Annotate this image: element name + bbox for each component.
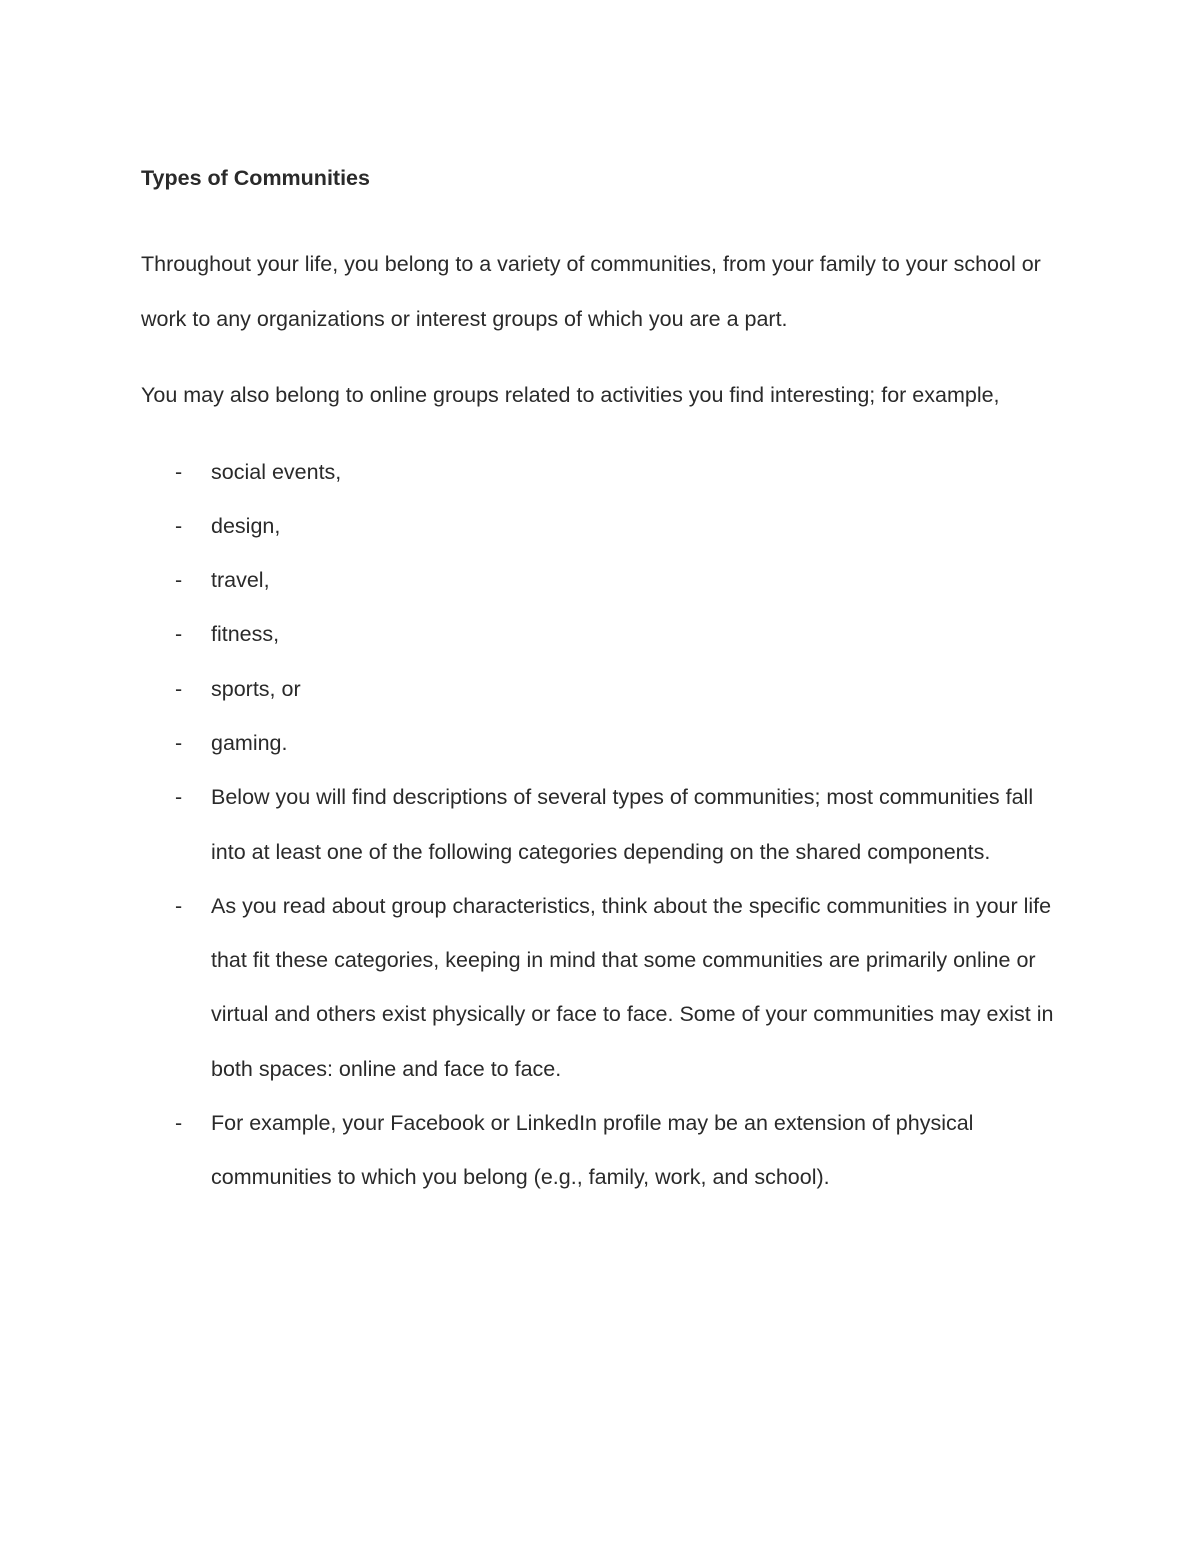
list-item-text: social events, — [211, 459, 342, 484]
list-item — [141, 553, 1071, 607]
list-item — [141, 716, 1071, 770]
list-item-text: sports, or — [211, 676, 301, 701]
list-item-text: travel, — [211, 568, 270, 593]
dash-bullet: - — [175, 513, 183, 538]
list-item-text: As you read about group characteristics, think about the specific communities in your life that fit these categories, keeping in mind that some communities are primarily online or virtual and others exist physically or face to face. Some of your communities may exist in both spaces: online and face to face. — [211, 893, 1054, 1081]
list-item-text: design, — [211, 513, 281, 538]
list-item — [141, 607, 1071, 661]
list-item-text: For example, your Facebook or LinkedIn profile may be an extension of physical communities to which you belong (e.g., family, work, and school). — [211, 1111, 974, 1190]
list-item-text: Below you will find descriptions of several types of communities; most communities fall into at least one of the following categories depending on the shared components. — [211, 785, 1034, 864]
list-item — [141, 445, 1071, 499]
dash-bullet: - — [175, 893, 183, 918]
document-body — [141, 159, 1071, 1205]
dash-bullet: - — [175, 622, 183, 647]
list-item-text: fitness, — [211, 622, 280, 647]
list-item — [141, 770, 1071, 879]
dash-bullet: - — [175, 730, 183, 755]
dash-bullet: - — [175, 676, 183, 701]
list-item-text: gaming. — [211, 730, 288, 755]
bullet-list — [141, 445, 1071, 1205]
document-title: Types of Communities — [141, 166, 370, 190]
list-item — [141, 879, 1071, 1096]
list-item — [141, 499, 1071, 553]
dash-bullet: - — [175, 1111, 183, 1136]
dash-bullet: - — [175, 785, 183, 810]
list-item — [141, 662, 1071, 716]
dash-bullet: - — [175, 568, 183, 593]
dash-bullet: - — [175, 459, 183, 484]
paragraph-online-groups: You may also belong to online groups related to activities you find interesting; for example, — [141, 383, 1000, 407]
paragraph-intro: Throughout your life, you belong to a variety of communities, from your family to your school or work to any organizations or interest groups of which you are a part. — [141, 252, 1041, 331]
list-item — [141, 1096, 1071, 1205]
